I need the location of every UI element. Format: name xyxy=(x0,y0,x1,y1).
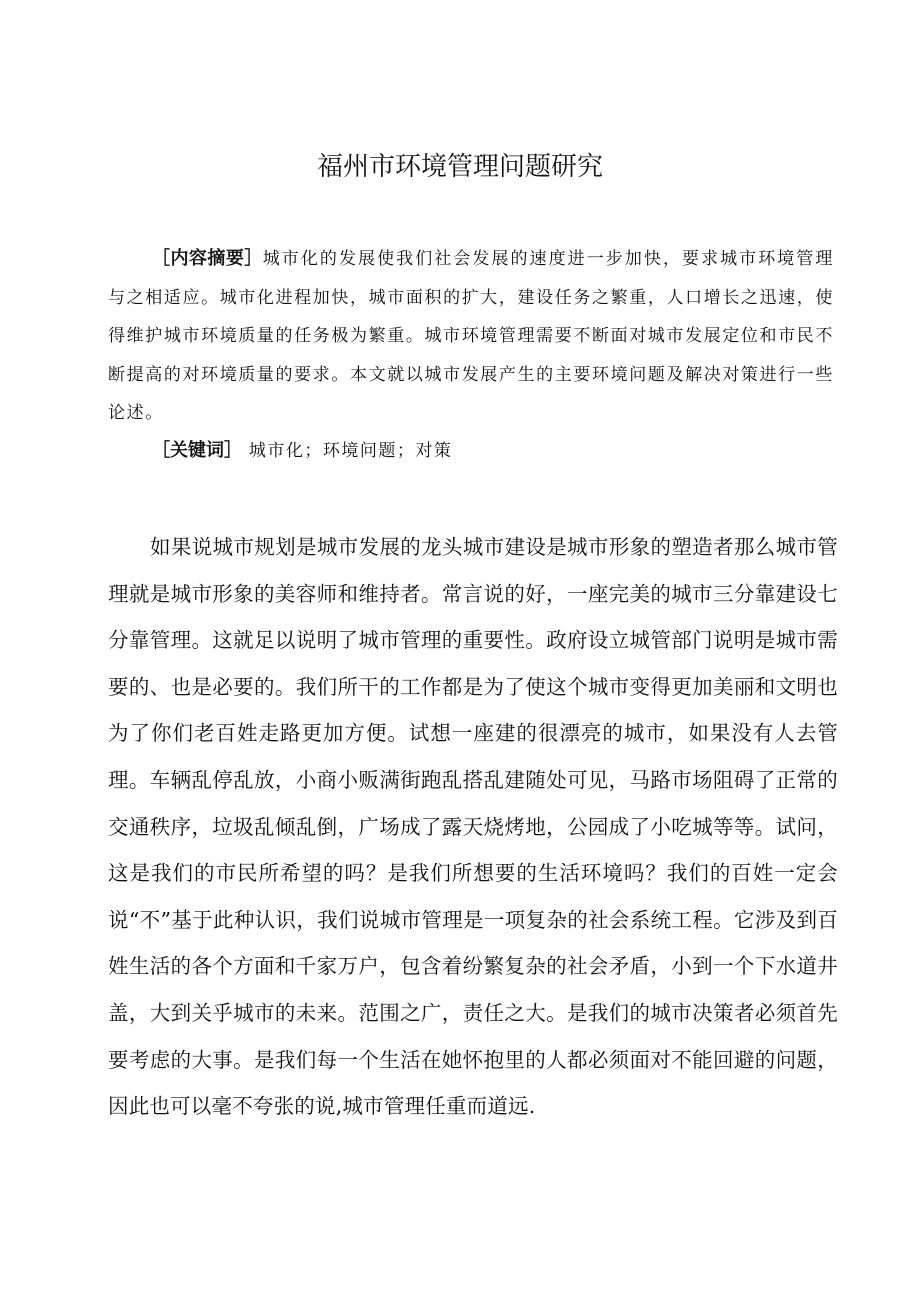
keywords-text: 城市化；环境问题；对策 xyxy=(248,441,453,461)
document-title: 福州市环境管理问题研究 xyxy=(316,152,603,182)
body-paragraph: 如果说城市规划是城市发展的龙头城市建设是城市形象的塑造者那么城市管理就是城市形象的美容师和维持者。常言说的好，一座完美的城市三分靠建设七分靠管理。这就足以说明了城市管理的重要性。政府设立城管部门说明是城市需要的、也是必要的。我们所干的工作都是为了使这个城市变得更加美丽和文明也为了你们老百姓走路更加方便。试想一座建的很漂亮的城市，如果没有人去管理。车辆乱停乱放，小商小贩满街跑乱搭乱建随处可见，马路市场阻碍了正常的交通秩序，垃圾乱倾乱倒，广场成了露天烧烤地，公园成了小吃城等等。试问，这是我们的市民所希望的吗？是我们所想要的生活环境吗？我们的百姓一定会说“不”基于此种认识，我们说城市管理是一项复杂的社会系统工程。它涉及到百姓生活的各个方面和千家万户，包含着纷繁复杂的社会矛盾，小到一个下水道井盖，大到关乎城市的未来。范围之广，责任之大。是我们的城市决策者必须首先要考虑的大事。是我们每一个生活在她怀抱里的人都必须面对不能回避的问题，因此也可以毫不夸张的说,城市管理任重而道远. xyxy=(108,535,838,1119)
keywords-label: ［关键词］ xyxy=(152,440,242,461)
keywords-line xyxy=(152,436,452,466)
abstract-paragraph xyxy=(108,240,834,433)
abstract-text: 城市化的发展使我们社会发展的速度进一步加快，要求城市环境管理与之相适应。城市化进程加快，城市面积的扩大，建设任务之繁重，人口增长之迅速，使得维护城市环境质量的任务极为繁重。城市环境管理需要不断面对城市发展定位和市民不断提高的对环境质量的要求。本文就以城市发展产生的主要环境问题及解决对策进行一些论述。 xyxy=(108,249,835,423)
abstract-label: ［内容摘要］ xyxy=(152,248,263,269)
